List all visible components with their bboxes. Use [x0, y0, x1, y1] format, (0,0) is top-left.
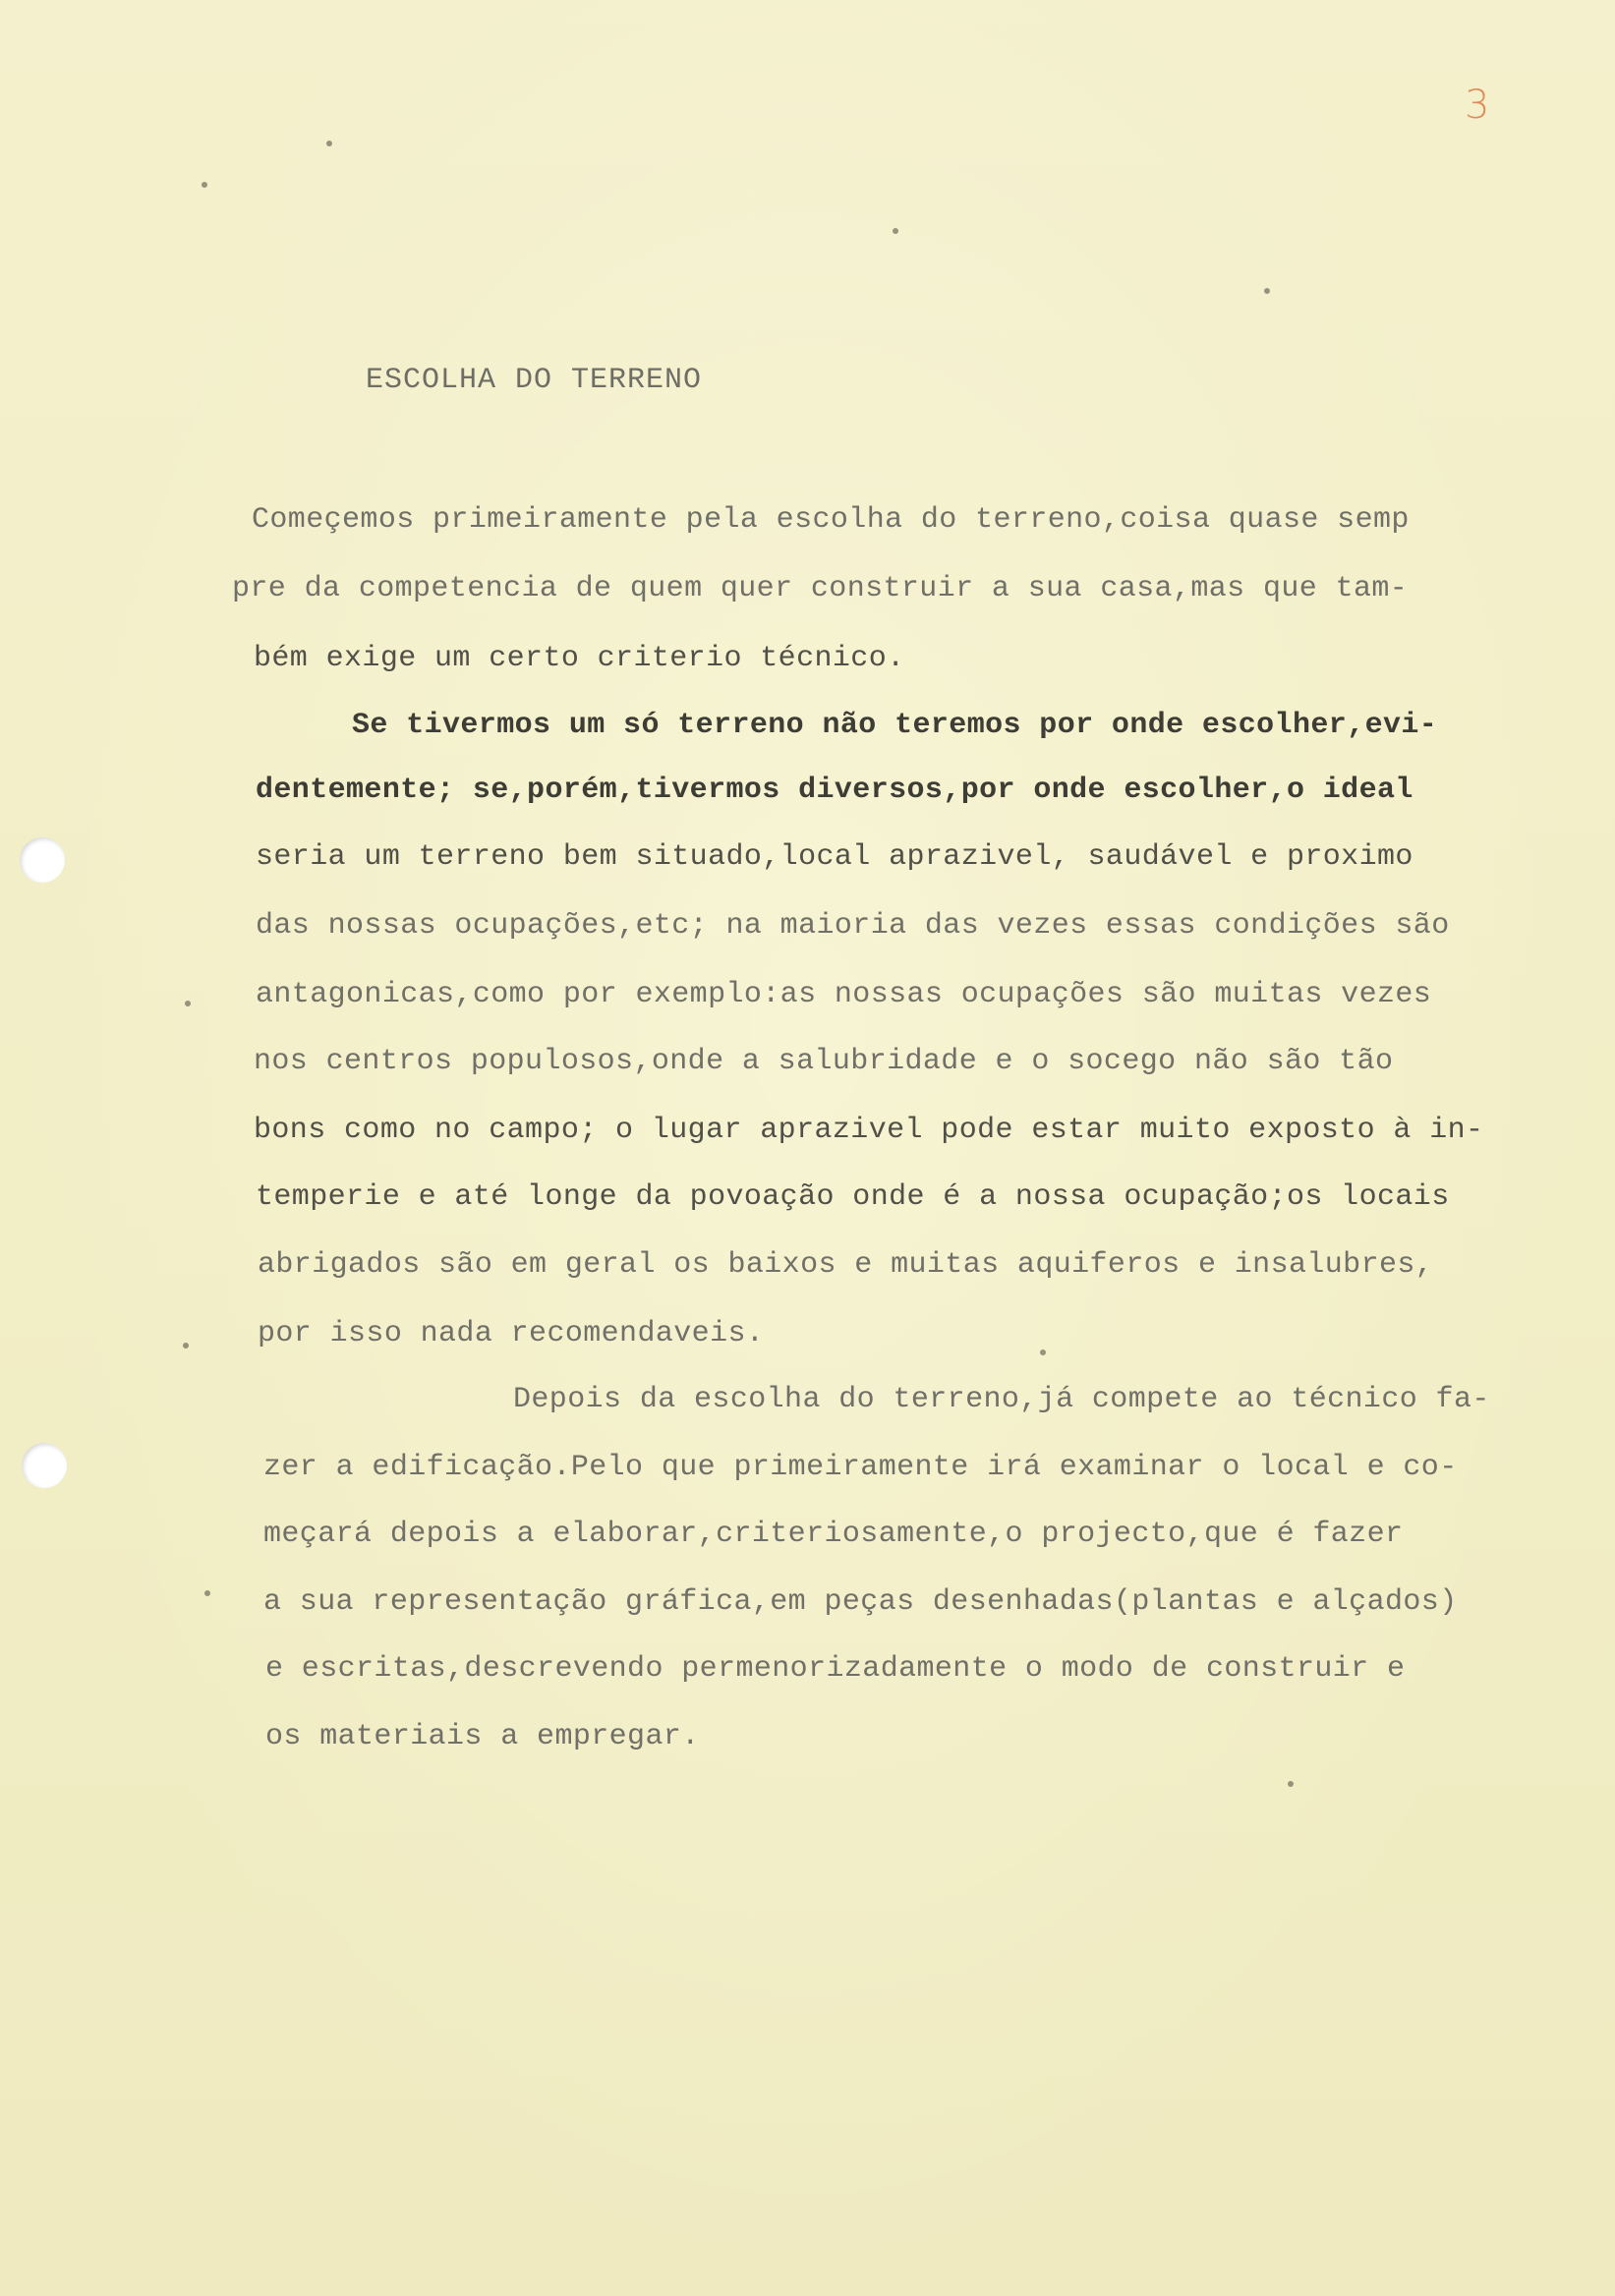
text-line: e escritas,descrevendo permenorizadamente o modo de construir e — [265, 1652, 1406, 1686]
text-line: a sua representação gráfica,em peças desenhadas(plantas e alçados) — [263, 1585, 1458, 1619]
paper-speck — [326, 141, 332, 146]
text-line: bém exige um certo criterio técnico. — [254, 642, 905, 675]
text-line: das nossas ocupações,etc; na maioria das vezes essas condições são — [256, 909, 1450, 943]
paper-speck — [1288, 1781, 1294, 1787]
paper-speck — [183, 1343, 189, 1349]
text-line: Começemos primeiramente pela escolha do terreno,coisa quase semp — [252, 503, 1410, 537]
text-line: antagonicas,como por exemplo:as nossas ocupações são muitas vezes — [256, 978, 1432, 1011]
text-line: por isso nada recomendaveis. — [258, 1317, 765, 1350]
paper-speck — [202, 182, 207, 188]
text-line: bons como no campo; o lugar aprazivel pode estar muito exposto à in- — [254, 1114, 1484, 1147]
text-line: Se tivermos um só terreno não teremos por onde escolher,evi- — [352, 709, 1438, 742]
text-line: Depois da escolha do terreno,já compete ao técnico fa- — [513, 1383, 1490, 1416]
text-line: abrigados são em geral os baixos e muitas aquiferos e insalubres, — [258, 1248, 1434, 1282]
text-line: dentemente; se,porém,tivermos diversos,por onde escolher,o ideal — [256, 774, 1413, 807]
text-line: meçará depois a elaborar,criteriosamente,o projecto,que é fazer — [263, 1518, 1404, 1551]
text-line: pre da competencia de quem quer construir a sua casa,mas que tam- — [232, 572, 1409, 605]
punch-hole-bottom — [22, 1443, 67, 1488]
punch-hole-top — [20, 837, 65, 883]
paper-speck — [185, 1001, 191, 1006]
paper-speck — [1040, 1349, 1046, 1355]
paper-speck — [204, 1590, 210, 1596]
page-number: 3 — [1465, 83, 1490, 128]
paper-speck — [893, 228, 898, 234]
text-line: zer a edificação.Pelo que primeiramente irá examinar o local e co- — [263, 1451, 1458, 1484]
text-line: nos centros populosos,onde a salubridade e o socego não são tão — [254, 1045, 1394, 1078]
text-line: os materiais a empregar. — [265, 1720, 700, 1753]
text-line: seria um terreno bem situado,local aprazivel, saudável e proximo — [256, 840, 1413, 874]
text-line: temperie e até longe da povoação onde é a nossa ocupação;os locais — [256, 1180, 1450, 1214]
paper-speck — [1264, 288, 1270, 294]
document-title: ESCOLHA DO TERRENO — [366, 364, 703, 397]
